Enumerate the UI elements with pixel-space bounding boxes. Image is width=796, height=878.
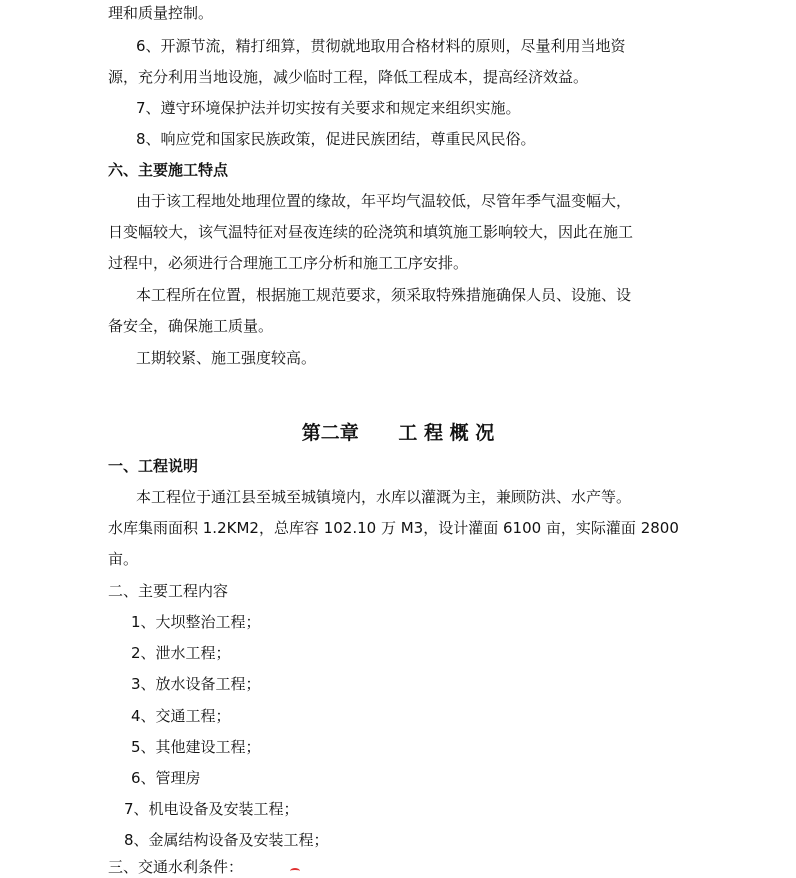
- section-6-para-2-line-2: 备安全，确保施工质量。: [108, 317, 274, 335]
- list-item: 3、放水设备工程；: [131, 675, 261, 693]
- list-item: 1、大坝整治工程；: [131, 613, 261, 631]
- item-6-line-1: 6、开源节流，精打细算，贯彻就地取用合格材料的原则，尽量利用当地资: [136, 37, 626, 55]
- list-item: 5、其他建设工程；: [131, 738, 261, 756]
- list-item: 6、管理房: [131, 769, 201, 787]
- list-item: 7、机电设备及安装工程；: [124, 800, 299, 818]
- section-1-line-3: 亩。: [108, 550, 139, 568]
- section-2-heading: 二、主要工程内容: [108, 582, 229, 600]
- section-6-heading: 六、主要施工特点: [108, 161, 229, 179]
- section-6-para-1-line-2: 日变幅较大，该气温特征对昼夜连续的砼浇筑和填筑施工影响较大，因此在施工: [108, 223, 634, 241]
- section-1-heading: 一、工程说明: [108, 457, 199, 475]
- section-1-line-1: 本工程位于通江县至城至城镇境内，水库以灌溉为主，兼顾防洪、水产等。: [136, 488, 632, 506]
- text-line: 理和质量控制。: [108, 4, 214, 22]
- list-item: 2、泄水工程；: [131, 644, 231, 662]
- list-item: 4、交通工程；: [131, 707, 231, 725]
- item-7: 7、遵守环境保护法并切实按有关要求和规定来组织实施。: [136, 99, 521, 117]
- section-6-para-2-line-1: 本工程所在位置，根据施工规范要求，须采取特殊措施确保人员、设施、设: [136, 286, 632, 304]
- item-6-line-2: 源，充分利用当地设施，减少临时工程，降低工程成本，提高经济效益。: [108, 68, 589, 86]
- section-1-line-2: 水库集雨面积 1.2KM2，总库容 102.10 万 M3，设计灌面 6100 亩，实际灌面 2800: [108, 519, 679, 537]
- section-6-para-1-line-1: 由于该工程地处地理位置的缘故，年平均气温较低，尽管年季气温变幅大，: [136, 192, 632, 210]
- section-6-para-1-line-3: 过程中，必须进行合理施工工序分析和施工工序安排。: [108, 254, 469, 272]
- section-3-heading: 三、交通水利条件：: [108, 858, 244, 876]
- section-6-para-3: 工期较紧、施工强度较高。: [136, 349, 317, 367]
- list-item: 8、金属结构设备及安装工程；: [124, 831, 329, 849]
- red-mark: [290, 868, 300, 874]
- chapter-title: 第二章 工 程 概 况: [301, 422, 495, 444]
- item-8: 8、响应党和国家民族政策，促进民族团结，尊重民风民俗。: [136, 130, 536, 148]
